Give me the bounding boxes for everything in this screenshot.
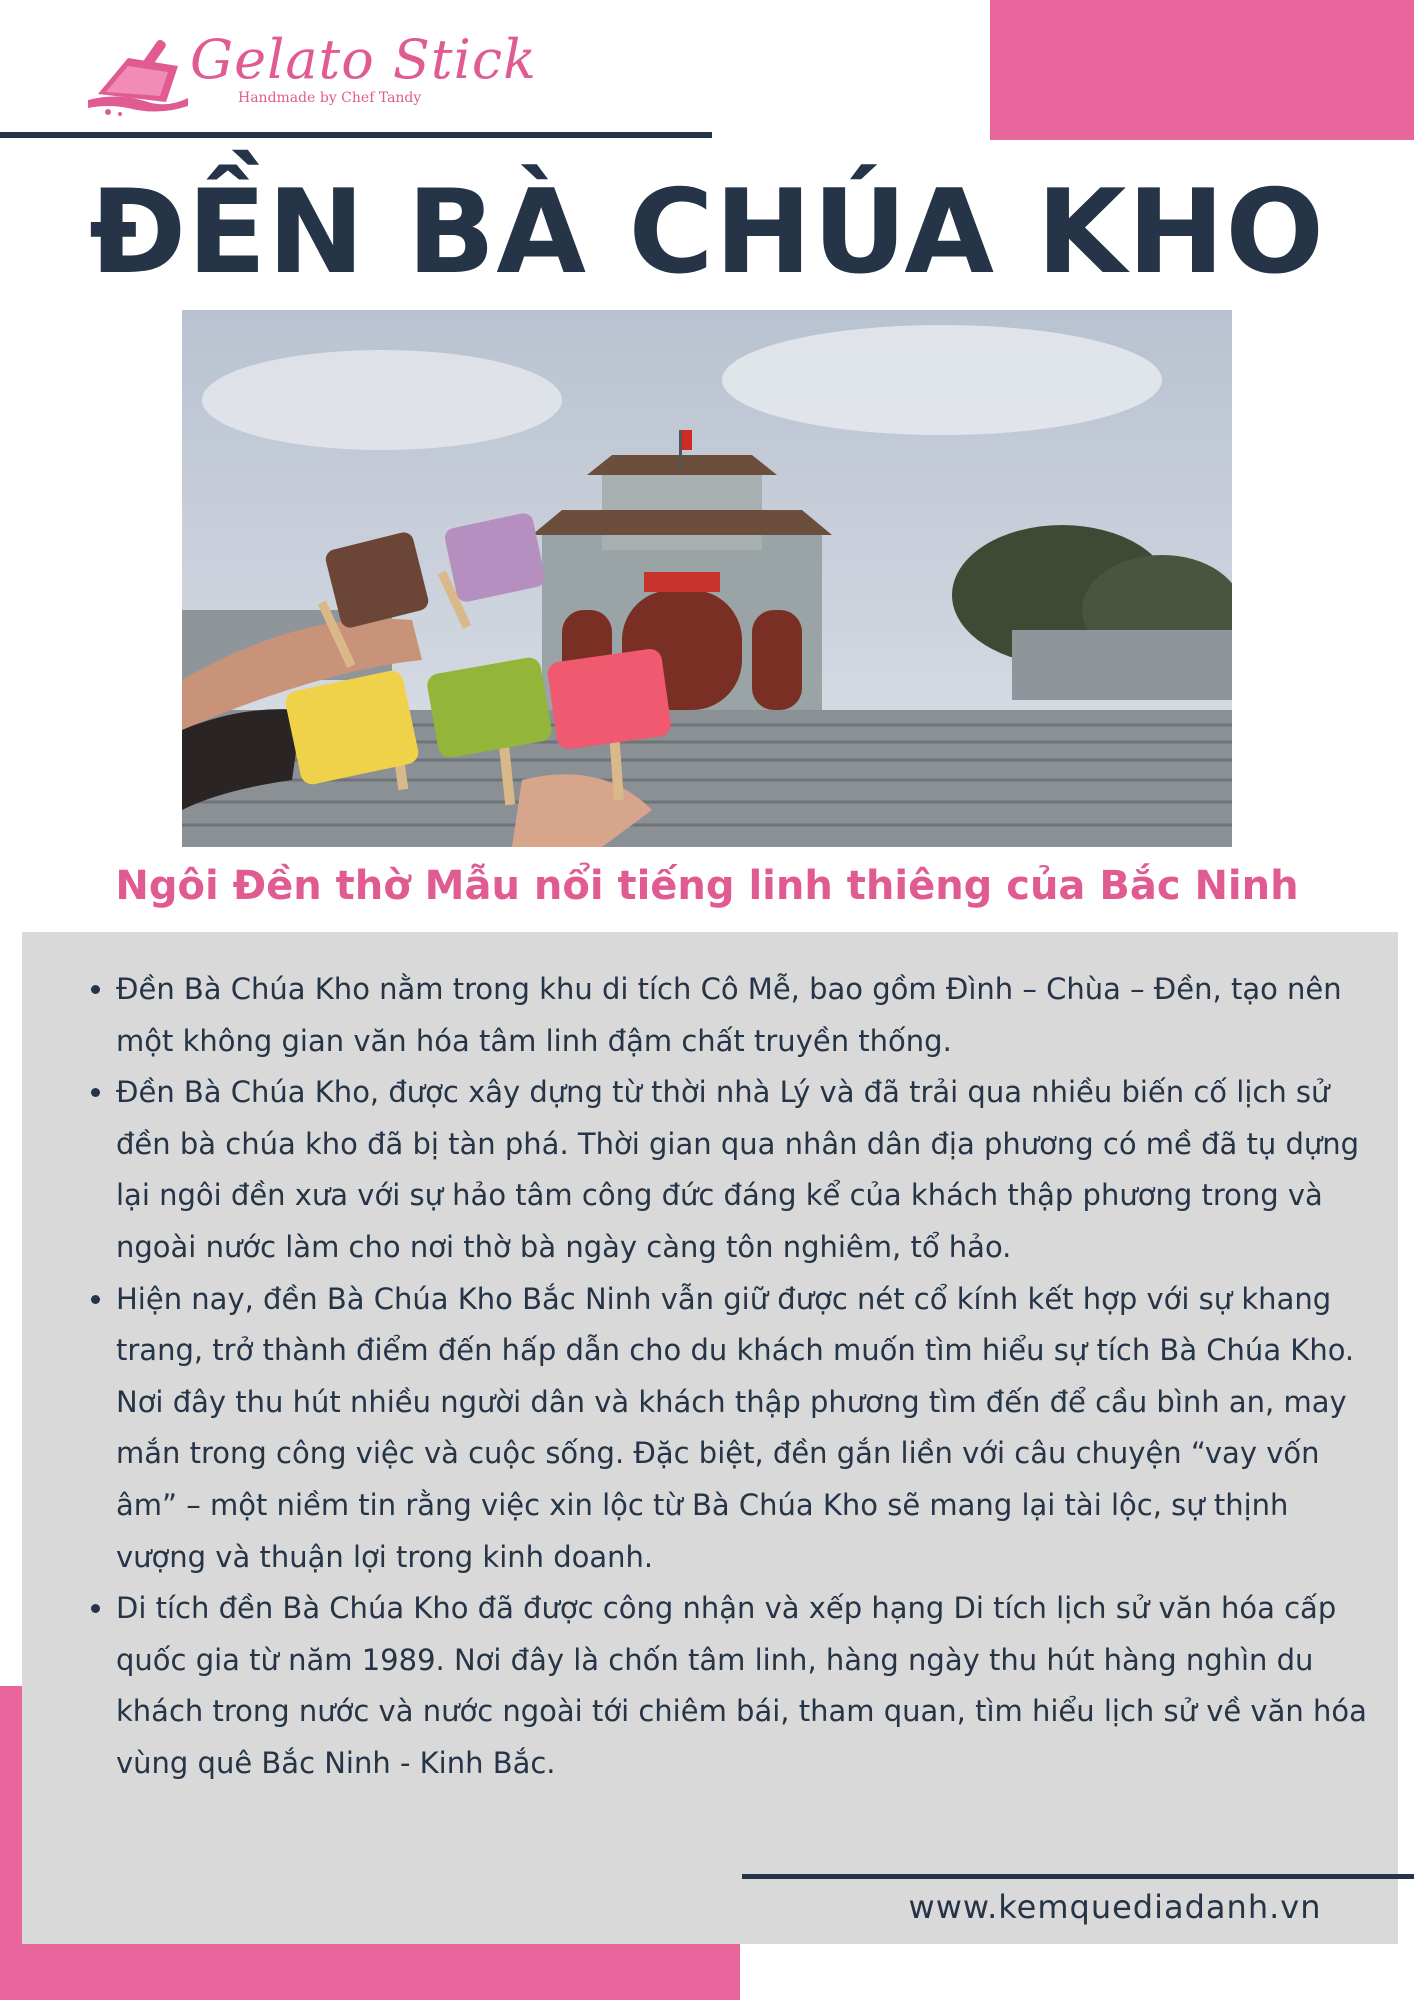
pink-bottom-strip	[0, 1942, 740, 2000]
website-link[interactable]: www.kemquediadanh.vn	[908, 1888, 1322, 1926]
brand-logo	[88, 28, 537, 118]
brand-name: Gelato Stick	[190, 28, 537, 91]
brand-tagline: Handmade by Chef Tandy	[238, 90, 422, 106]
page-title: ĐỀN BÀ CHÚA KHO	[88, 165, 1326, 300]
page-subtitle: Ngôi Đền thờ Mẫu nổi tiếng linh thiêng của Bắc Ninh	[115, 863, 1299, 909]
list-item: • Hiện nay, đền Bà Chúa Kho Bắc Ninh vẫn giữ được nét cổ kính kết hợp với sự khang trang, trở thành điểm đến hấp dẫn cho du khách muốn tìm hiểu sự tích Bà Chúa Kho. Nơi đây thu hút nhiều người dân và khách thập phương tìm đến để cầu bình an, may mắn trong công việc và cuộc sống. Đặc biệt, đền gắn liền với câu chuyện “vay vốn âm” – một niềm tin rằng việc xin lộc từ Bà Chúa Kho sẽ mang lại tài lộc, sự thịnh vượng và thuận lợi trong kinh doanh.	[116, 1274, 1386, 1584]
info-bullet-list	[78, 964, 1386, 1790]
gelato-stick-logo-icon	[88, 36, 198, 116]
temple-photo	[182, 310, 1232, 847]
pink-corner-block	[990, 0, 1414, 140]
list-item: • Đền Bà Chúa Kho nằm trong khu di tích Cô Mễ, bao gồm Đình – Chùa – Đền, tạo nên một không gian văn hóa tâm linh đậm chất truyền thống.	[116, 964, 1386, 1067]
footer-divider	[742, 1874, 1414, 1879]
list-item: • Đền Bà Chúa Kho, được xây dựng từ thời nhà Lý và đã trải qua nhiều biến cố lịch sử đền bà chúa kho đã bị tàn phá. Thời gian qua nhân dân địa phương có mề đã tụ dựng lại ngôi đền xưa với sự hảo tâm công đức đáng kể của khách thập phương trong và ngoài nước làm cho nơi thờ bà ngày càng tôn nghiêm, tổ hảo.	[116, 1067, 1386, 1273]
header-divider	[0, 132, 712, 138]
list-item: • Di tích đền Bà Chúa Kho đã được công nhận và xếp hạng Di tích lịch sử văn hóa cấp quốc gia từ năm 1989. Nơi đây là chốn tâm linh, hàng ngày thu hút hàng nghìn du khách trong nước và nước ngoài tới chiêm bái, tham quan, tìm hiểu lịch sử về văn hóa vùng quê Bắc Ninh - Kinh Bắc.	[116, 1583, 1386, 1789]
temple-ice-cream-image	[182, 310, 1232, 847]
